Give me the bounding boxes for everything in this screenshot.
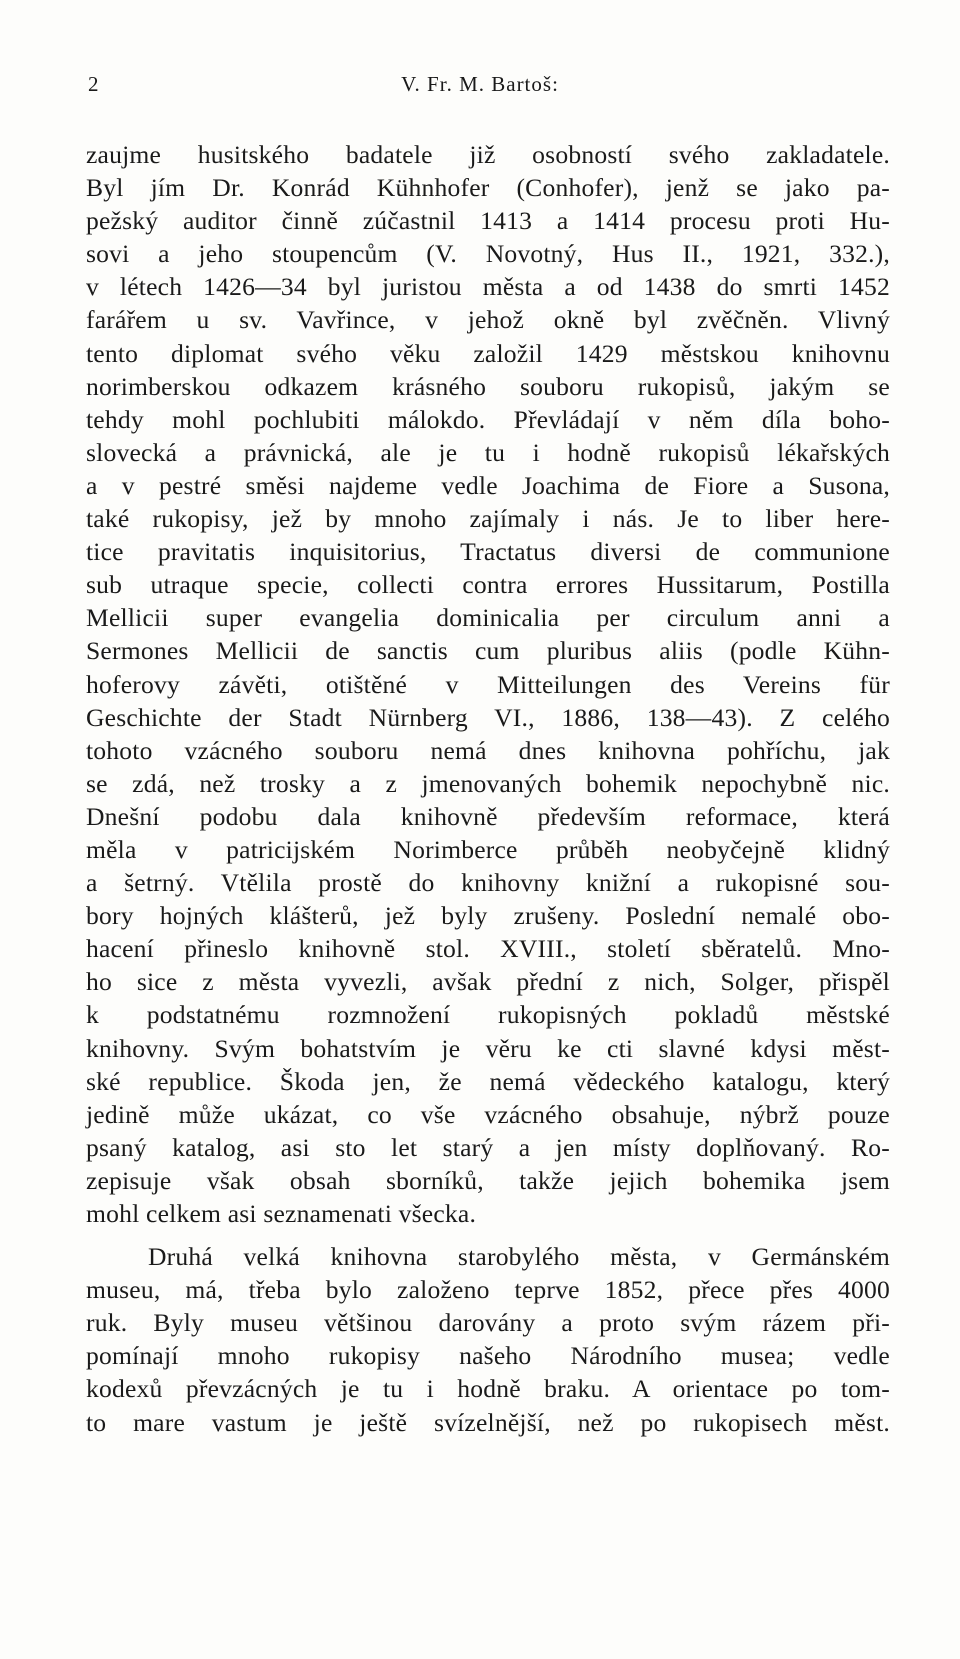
text-line: norimberskou odkazem krásného souboru rukopisů, jakým se [86, 371, 890, 401]
text-line: v létech 1426—34 byl juristou města a od 1438 do smrti 1452 [86, 272, 890, 302]
text-line: jedině může ukázat, co vše vzácného obsahuje, nýbrž pouze [86, 1099, 890, 1129]
text-line: tento diplomat svého věku založil 1429 městskou knihovnu [86, 338, 890, 368]
text-line: pomínají mnoho rukopisy našeho Národního musea; vedle [86, 1341, 890, 1371]
text-line: sovi a jeho stoupencům (V. Novotný, Hus II., 1921, 332.), [86, 239, 890, 269]
text-line: Dnešní podobu dala knihovně především reformace, která [86, 801, 890, 831]
text-line: se zdá, než trosky a z jmenovaných bohemik nepochybně nic. [86, 768, 890, 798]
text-line: zepisuje však obsah sborníků, takže jejich bohemika jsem [86, 1165, 890, 1195]
text-line: Geschichte der Stadt Nürnberg VI., 1886, 138—43). Z celého [86, 702, 890, 732]
text-line: knihovny. Svým bohatstvím je věru ke cti slavné kdysi měst- [86, 1033, 890, 1063]
text-line: tohoto vzácného souboru nemá dnes knihovna pohříchu, jak [86, 735, 890, 765]
text-line: to mare vastum je ještě svízelnější, než po rukopisech měst. [86, 1407, 890, 1437]
text-line: a v pestré směsi najdeme vedle Joachima de Fiore a Susona, [86, 470, 890, 500]
text-line: ho sice z města vyvezli, avšak přední z nich, Solger, přispěl [86, 967, 890, 997]
text-line: také rukopisy, jež by mnoho zajímaly i nás. Je to liber here- [86, 504, 890, 534]
running-head: V. Fr. M. Bartoš: [401, 72, 559, 96]
text-line: Druhá velká knihovna starobylého města, v Germánském [148, 1242, 890, 1272]
paragraph-2 [86, 1240, 890, 1439]
text-line: kodexů převzácných je tu i hodně braku. A orientace po tom- [86, 1374, 890, 1404]
text-line: sub utraque specie, collecti contra errores Hussitarum, Postilla [86, 570, 890, 600]
text-line: ruk. Byly museu většinou darovány a proto svým rázem při- [86, 1308, 890, 1338]
text-line: tice pravitatis inquisitorius, Tractatus diversi de communione [86, 537, 890, 567]
text-line: mohl celkem asi seznamenati všecka. [86, 1199, 477, 1228]
text-line: museu, má, třeba bylo založeno teprve 1852, přece přes 4000 [86, 1275, 890, 1305]
text-line: Byl jím Dr. Konrád Kühnhofer (Conhofer), jenž se jako pa- [86, 173, 890, 203]
text-line: slovecká a právnická, ale je tu i hodně rukopisů lékařských [86, 437, 890, 467]
paragraph-gap [86, 1230, 890, 1240]
text-line: bory hojných klášterů, jež byly zrušeny. Poslední nemalé obo- [86, 901, 890, 931]
page-number: 2 [88, 72, 100, 96]
text-line: ské republice. Škoda jen, že nemá vědeckého katalogu, který [86, 1066, 890, 1096]
paragraph-1 [86, 138, 890, 1230]
text-line: tehdy mohl pochlubiti málokdo. Převládají v něm díla boho- [86, 404, 890, 434]
text-line: k podstatnému rozmnožení rukopisných pokladů městské [86, 1000, 890, 1030]
text-line: měla v patricijském Norimberce průběh neobyčejně klidný [86, 834, 890, 864]
text-line: hoferovy závěti, otištěné v Mitteilungen des Vereins für [86, 669, 890, 699]
text-line: psaný katalog, asi sto let starý a jen místy doplňovaný. Ro- [86, 1132, 890, 1162]
text-line: a šetrný. Vtělila prostě do knihovny knižní a rukopisné sou- [86, 868, 890, 898]
text-line: farářem u sv. Vavřince, v jehož okně byl zvěčněn. Vlivný [86, 305, 890, 335]
body-text [86, 138, 890, 1439]
text-line: Mellicii super evangelia dominicalia per circulum anni a [86, 603, 890, 633]
page-header [88, 72, 872, 102]
text-line: pežský auditor činně zúčastnil 1413 a 1414 procesu proti Hu- [86, 206, 890, 236]
text-line: hacení přineslo knihovně stol. XVIII., století sběratelů. Mno- [86, 934, 890, 964]
text-line: zaujme husitského badatele již osobností svého zakladatele. [86, 140, 890, 169]
text-line: Sermones Mellicii de sanctis cum pluribus aliis (podle Kühn- [86, 636, 890, 666]
